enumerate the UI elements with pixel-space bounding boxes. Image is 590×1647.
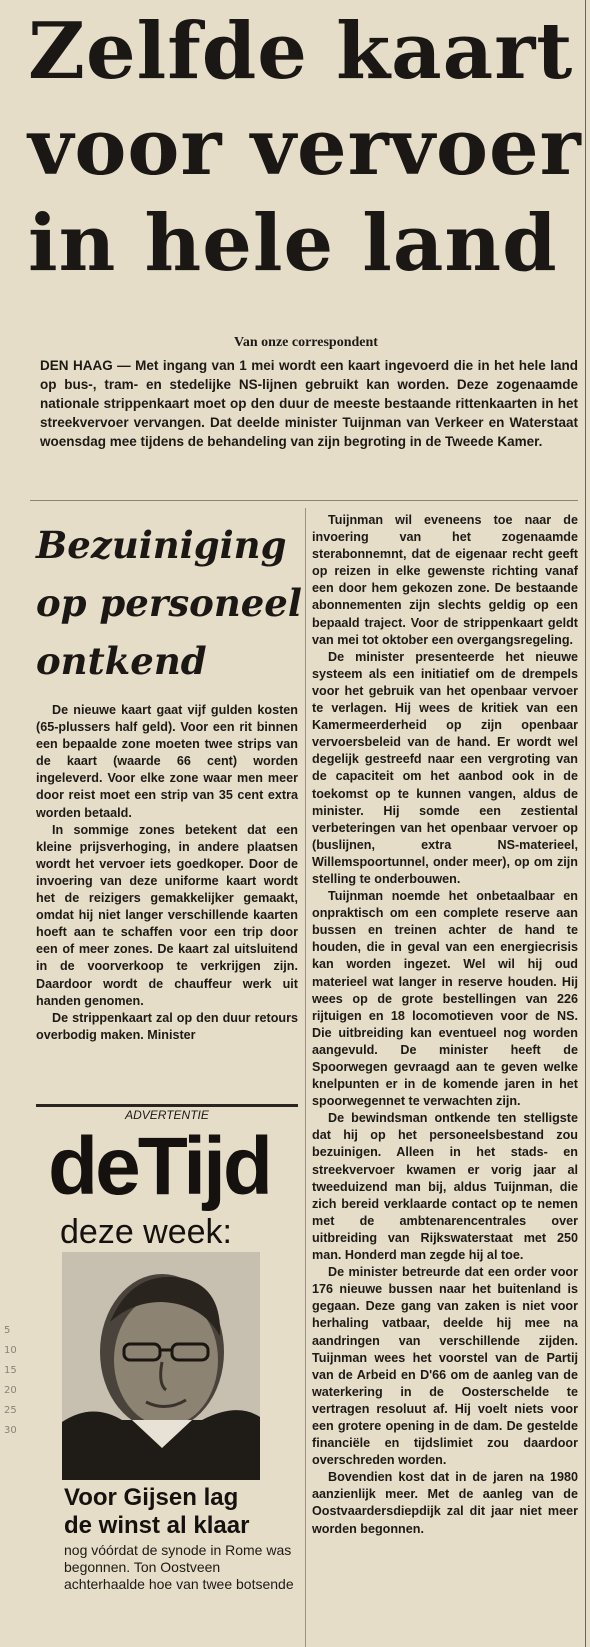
margin-mark: 15 bbox=[4, 1365, 17, 1376]
sub-headline-line: Bezuiniging bbox=[36, 523, 287, 567]
headline-line: in hele land bbox=[28, 198, 558, 289]
advert-caption-text: nog vóórdat de synode in Rome was begonnen. Ton Oostveen achterhaalde hoe van twee botsende bbox=[64, 1542, 294, 1592]
margin-mark: 25 bbox=[4, 1405, 17, 1416]
portrait-illustration bbox=[62, 1252, 260, 1480]
sub-headline bbox=[36, 516, 302, 690]
body-paragraph: Bovendien kost dat in de jaren na 1980 aanzienlijk meer. Met de aanleg van de Oostvaardersdiepdijk zal dit jaar niet meer worden begonnen. bbox=[312, 1470, 578, 1536]
portrait-photo bbox=[62, 1252, 260, 1480]
lead-paragraph: DEN HAAG — Met ingang van 1 mei wordt een kaart ingevoerd die in het hele land op bus-, tram- en stedelijke NS-lijnen gebruikt kan worden. Deze zogenaamde nationale strippenkaart moet op den duur de meeste bestaande rittenkaarten in het streekvervoer vervangen. Dat deelde minister Tuijnman van Verkeer en Waterstaat woensdag mee tijdens de behandeling van zijn begroting in de Tweede Kamer. bbox=[40, 358, 578, 449]
body-paragraph: De nieuwe kaart gaat vijf gulden kosten (65-plussers half geld). Voor een rit binnen een bepaalde zone moeten twee strips van de kaart (waarde 66 cent) worden ingeleverd. Voor elke zone waar men meer door reist moet een strip van 35 cent extra worden betaald. bbox=[36, 703, 298, 820]
body-paragraph: Tuijnman noemde het onbetaalbaar en onpraktisch om een complete reserve aan bussen en treinen achter de hand te houden, die in geval van een energiecrisis kan worden ingezet. Wel wil hij oud materieel wat langer in reserve houden. Hij wees op de grote bestellingen van 226 rijtuigen en 18 locomotieven voor de NS. Die uitbreiding kan eventueel nog worden aangevuld. De minister heeft de Spoorwegen gevraagd aan te geven welke knelpunten er in de komende jaren in het spoorwegennet te verwachten zijn. bbox=[312, 889, 578, 1109]
margin-mark: 5 bbox=[4, 1325, 11, 1336]
advert-tagline: deze week: bbox=[60, 1213, 232, 1251]
margin-mark: 10 bbox=[4, 1345, 17, 1356]
article-headline bbox=[28, 4, 582, 292]
body-paragraph: De minister presenteerde het nieuwe systeem als een initiatief om de drempels voor het gebruik van het openbaar vervoer te verlagen. Hij wees de kritiek van een Kamermeerderheid op zijn openbaar vervoersbeleid van de hand. Er wordt wel degelijk gestreefd naar een vergroting van de capaciteit om het aanbod ook in de toekomst op te kunnen vangen, aldus de minister. Hij somde een zestiental verbeteringen van het openbaar vervoer op (buslijnen, extra NS-materieel, Willemspoortunnel, onder meer), op om zijn stelling te onderbouwen. bbox=[312, 649, 578, 886]
section-divider bbox=[30, 500, 578, 501]
advert-label: ADVERTENTIE bbox=[125, 1108, 209, 1122]
body-paragraph: In sommige zones betekent dat een kleine prijsverhoging, in andere plaatsen wordt het vervoer iets goedkoper. Door de invoering van deze uniforme kaart wordt het de reizigers gemakkelijker gemaakt, omdat hij niet langer verschillende kaarten hoeft aan te schaffen voor een trip door een of meer zones. De kaart zal uitsluitend in de voorverkoop te verkrijgen zijn. Daardoor wordt de chauffeur werk uit handen genomen. bbox=[36, 822, 298, 1008]
body-paragraph: De bewindsman ontkende ten stelligste dat hij op het personeelsbestand zou bezuinigen. Alleen in het stads- en streekvervoer kwamen er vorig jaar al tweeduizend man bij, aldus Tuijnman, die zich bereid verklaarde contact op te nemen met de ambtenarencentrales over uitbreiding van Rijkswaterstaat met 250 man. Honderd man zegde hij al toe. bbox=[312, 1111, 578, 1263]
body-paragraph: De strippenkaart zal op den duur retours overbodig maken. Minister bbox=[36, 1010, 298, 1042]
sub-headline-line: ontkend bbox=[36, 639, 207, 683]
headline-line: Zelfde kaart bbox=[28, 6, 574, 97]
sub-headline-line: op personeel bbox=[36, 581, 302, 625]
headline-line: voor vervoer bbox=[28, 102, 582, 193]
advert-rule bbox=[36, 1104, 298, 1107]
advert-caption-line: de winst al klaar bbox=[64, 1512, 250, 1539]
margin-mark: 30 bbox=[4, 1425, 17, 1436]
advert-caption-headline bbox=[64, 1484, 300, 1540]
advert-caption-line: Voor Gijsen lag bbox=[64, 1484, 239, 1511]
left-column bbox=[36, 702, 298, 1044]
margin-scale bbox=[4, 0, 30, 1647]
byline: Van onze correspondent bbox=[234, 335, 378, 350]
column-divider bbox=[305, 508, 306, 1647]
right-column bbox=[312, 512, 578, 1538]
margin-mark: 20 bbox=[4, 1385, 17, 1396]
advert-logo: deTijd bbox=[48, 1121, 270, 1212]
page-edge-line bbox=[585, 0, 586, 1647]
body-paragraph: Tuijnman wil eveneens toe naar de invoering van het zogenaamde sterabonnemnt, dat de eigenaar recht geeft op reizen in elke gewenste richting vanaf een door hem gekozen zone. De bestaande abonnementen zijn slechts geldig op een bepaald traject. Voor de strippenkaart geldt van mei tot oktober een overgangsregeling. bbox=[312, 513, 578, 647]
body-paragraph: De minister betreurde dat een order voor 176 nieuwe bussen naar het buitenland is gegaan. Deze gang van zaken is niet voor herhaling vatbaar, deelde hij mee na aandringen van verschillende zijden. Tuijnman wees het voorstel van de Partij van de Arbeid en D'66 om de aanleg van de waterkering in de Oosterschelde te vertragen resoluut af. Hij voelt niets voor een grotere opening in de dam. De gestelde financiële en tijdslimiet zou daardoor overschreden worden. bbox=[312, 1265, 578, 1468]
